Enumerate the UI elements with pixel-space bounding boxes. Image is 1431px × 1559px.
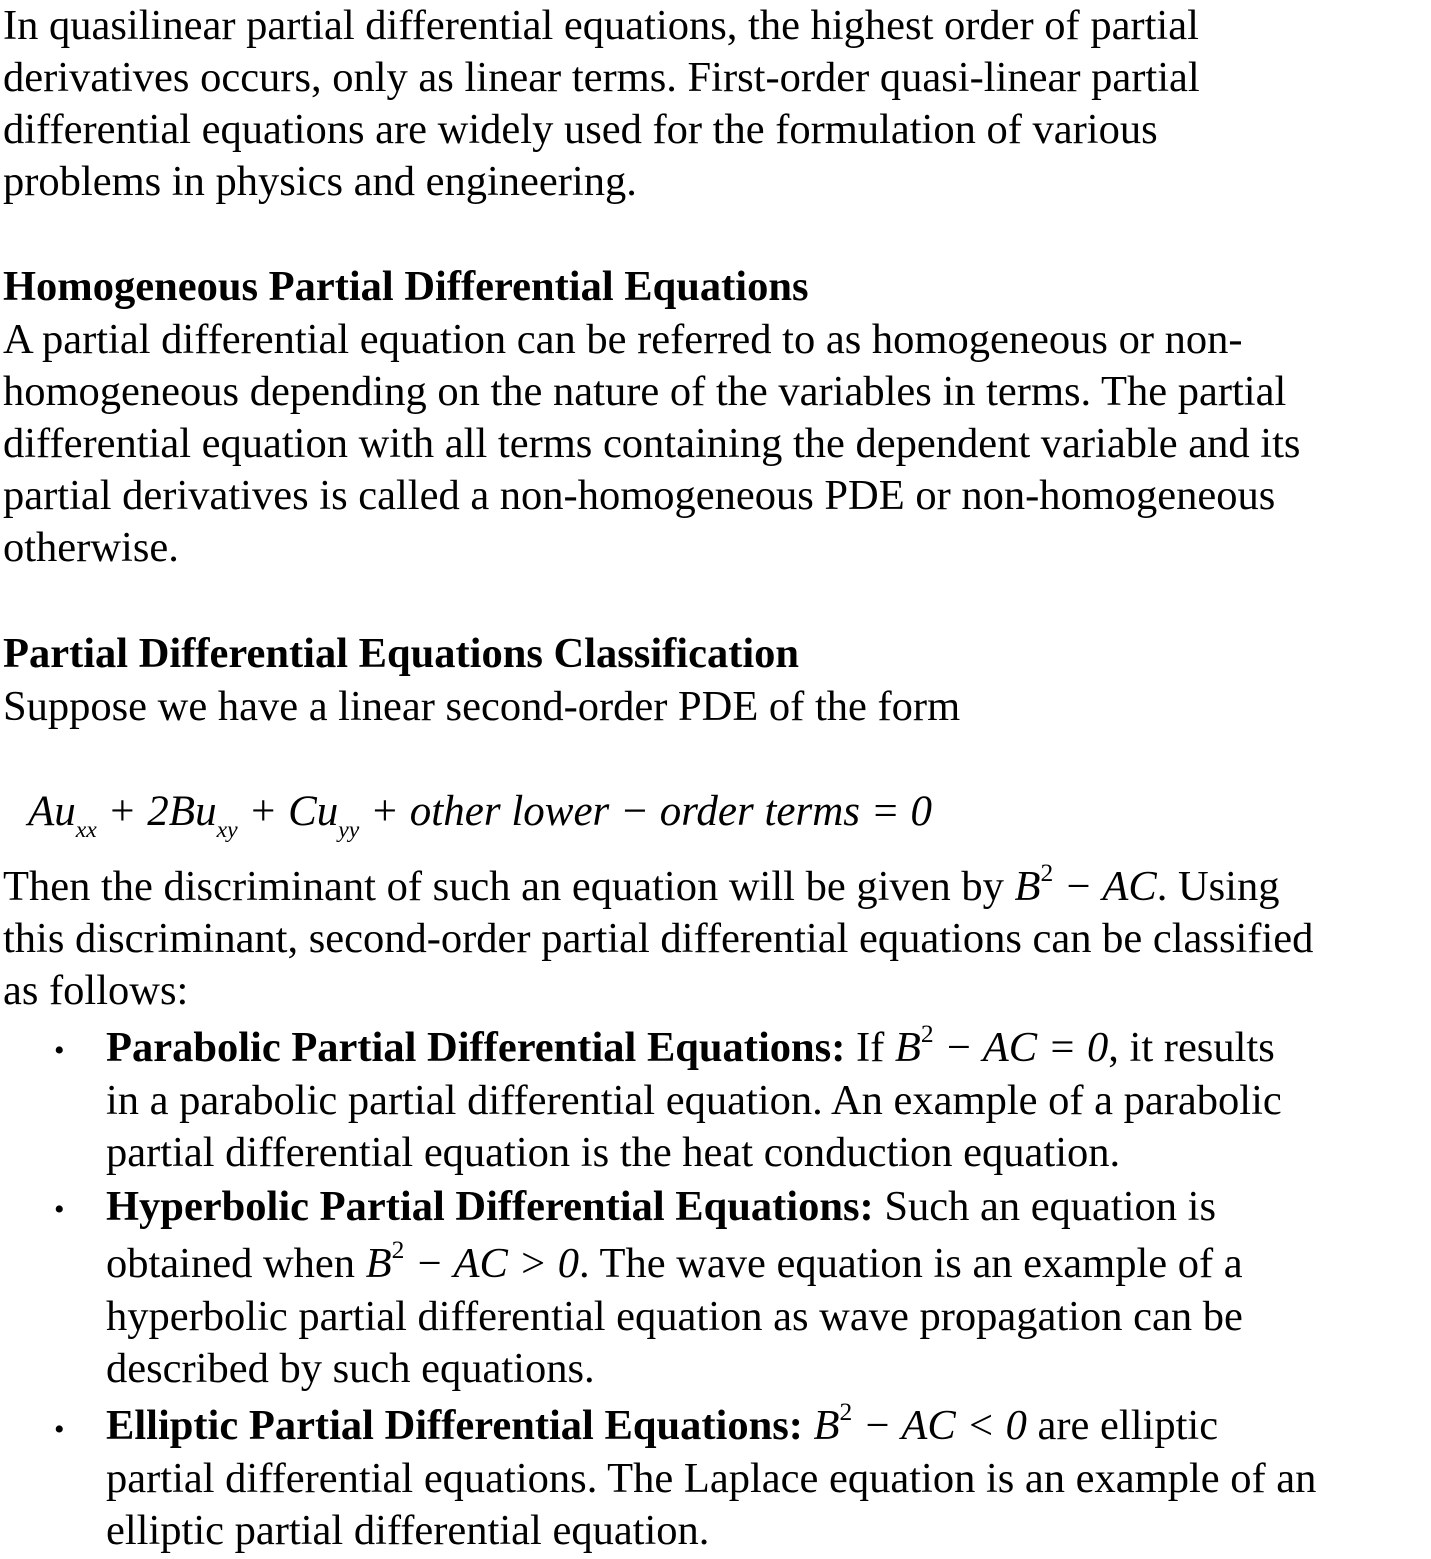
bullet-icon: • xyxy=(54,1193,65,1226)
eq-term: + Cu xyxy=(237,788,339,835)
math-var: B xyxy=(813,1402,840,1449)
intro-line: derivatives occurs, only as linear terms. First-order quasi-linear partial xyxy=(3,54,1200,101)
bullet-line: hyperbolic partial differential equation as wave propagation can be xyxy=(106,1293,1243,1340)
paragraph-line: homogeneous depending on the nature of the variables in terms. The partial xyxy=(3,368,1287,415)
eq-subscript: xy xyxy=(216,816,238,843)
paragraph-line: Suppose we have a linear second-order PDE of the form xyxy=(3,683,961,730)
paragraph-line: differential equation with all terms containing the dependent variable and its xyxy=(3,420,1301,467)
eq-subscript: yy xyxy=(338,816,360,843)
bullet-title: Parabolic Partial Differential Equations: xyxy=(106,1024,846,1071)
eq-term: Au xyxy=(28,788,76,835)
paragraph-line: A partial differential equation can be referred to as homogeneous or non- xyxy=(3,316,1243,363)
paragraph-line: this discriminant, second-order partial differential equations can be classified xyxy=(3,915,1314,962)
pde-equation xyxy=(28,786,933,843)
bullet-title: Elliptic Partial Differential Equations: xyxy=(106,1402,803,1449)
bullet-parabolic xyxy=(106,1018,1275,1074)
discriminant-expr xyxy=(1014,857,1157,910)
bullet-line: partial differential equations. The Laplace equation is an example of an xyxy=(106,1455,1317,1502)
bullet-title: Hyperbolic Partial Differential Equations: xyxy=(106,1183,874,1230)
section-heading-homogeneous: Homogeneous Partial Differential Equations xyxy=(3,263,809,310)
paragraph-line: partial derivatives is called a non-homogeneous PDE or non-homogeneous xyxy=(3,472,1276,519)
bullet-line xyxy=(106,1234,1243,1290)
math-rest: − AC = 0 xyxy=(933,1024,1109,1071)
text: . The wave equation is an example of a xyxy=(579,1240,1243,1287)
bullet-icon: • xyxy=(54,1034,65,1067)
text: Such an equation is xyxy=(873,1183,1217,1230)
text: obtained when xyxy=(106,1240,366,1287)
math-exponent: 2 xyxy=(839,1396,853,1426)
bullet-icon: • xyxy=(54,1413,65,1446)
math-var: B xyxy=(1014,863,1041,910)
math-exponent: 2 xyxy=(391,1234,405,1264)
math-rest: − AC > 0 xyxy=(404,1240,580,1287)
paragraph-line: as follows: xyxy=(3,967,189,1014)
intro-line: problems in physics and engineering. xyxy=(3,158,637,205)
bullet-line: described by such equations. xyxy=(106,1345,595,1392)
text: Then the discriminant of such an equation will be given by xyxy=(3,863,1015,910)
intro-line: In quasilinear partial differential equations, the highest order of partial xyxy=(3,2,1199,49)
text: are elliptic xyxy=(1026,1402,1219,1449)
paragraph-line xyxy=(3,857,1280,913)
text: If xyxy=(845,1024,895,1071)
paragraph-line: otherwise. xyxy=(3,524,179,571)
condition-expr xyxy=(813,1396,1027,1449)
bullet-elliptic xyxy=(106,1396,1219,1452)
eq-term: + other lower − order terms = 0 xyxy=(359,788,933,835)
intro-line: differential equations are widely used for the formulation of various xyxy=(3,106,1158,153)
bullet-line: partial differential equation is the heat conduction equation. xyxy=(106,1129,1121,1176)
condition-expr xyxy=(894,1018,1109,1071)
bullet-line: in a parabolic partial differential equation. An example of a parabolic xyxy=(106,1077,1282,1124)
text xyxy=(803,1402,814,1449)
text: , it results xyxy=(1108,1024,1275,1071)
eq-subscript: xx xyxy=(75,816,97,843)
eq-term: + 2Bu xyxy=(96,788,217,835)
math-exponent: 2 xyxy=(920,1018,934,1048)
math-exponent: 2 xyxy=(1040,857,1054,887)
math-var: B xyxy=(365,1240,392,1287)
section-heading-classification: Partial Differential Equations Classification xyxy=(3,630,800,677)
bullet-line: elliptic partial differential equation. xyxy=(106,1507,710,1554)
bullet-hyperbolic xyxy=(106,1181,1216,1233)
text: . Using xyxy=(1156,863,1280,910)
math-rest: − AC < 0 xyxy=(852,1402,1027,1449)
math-var: B xyxy=(894,1024,921,1071)
condition-expr xyxy=(365,1234,580,1287)
math-rest: − AC xyxy=(1053,863,1157,910)
